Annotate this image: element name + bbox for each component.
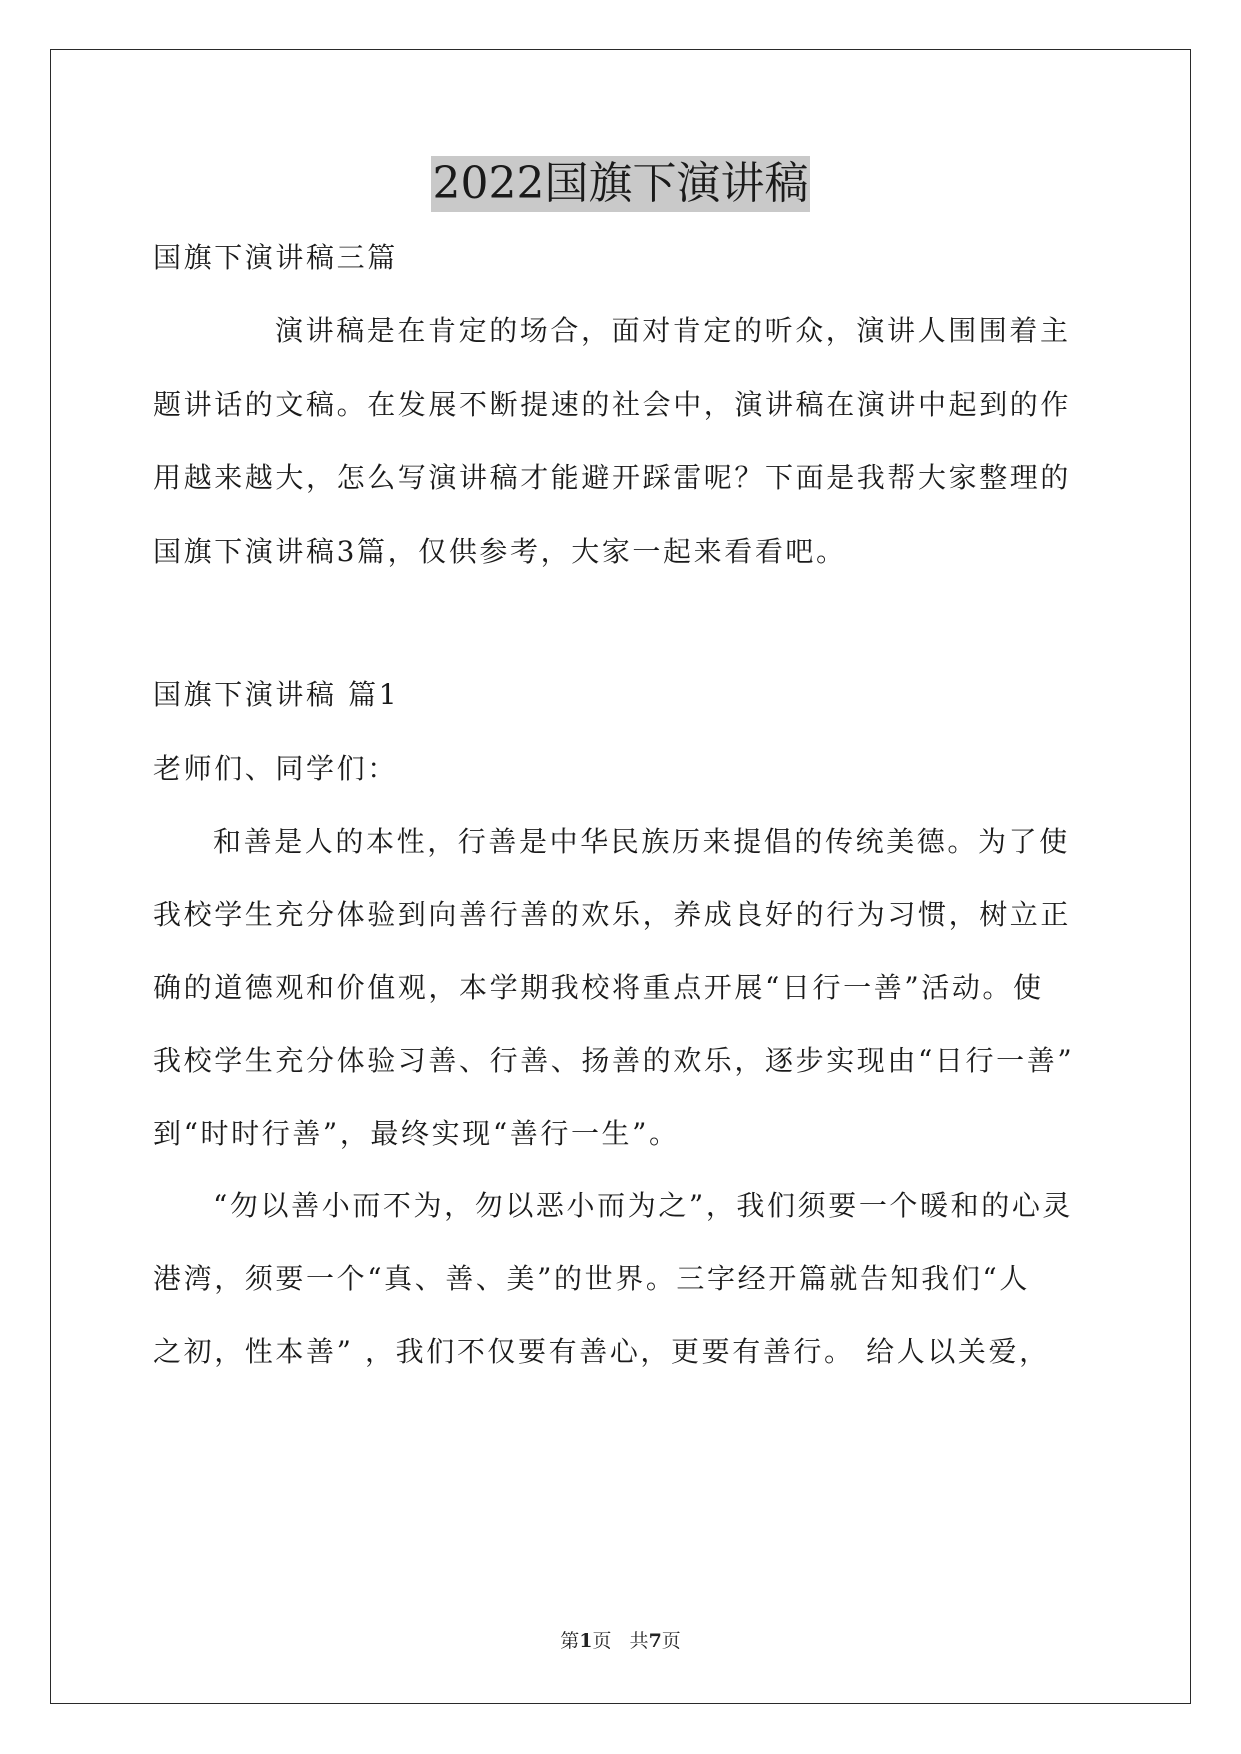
paragraph-line: 到“时时行善”，最终实现“善行一生”。	[153, 1117, 680, 1150]
paragraph-line: 国旗下演讲稿3篇，仅供参考，大家一起来看看吧。	[153, 535, 847, 568]
paragraph-line: 我校学生充分体验习善、行善、扬善的欢乐，逐步实现由“日行一善”	[153, 1044, 1075, 1077]
section-heading: 国旗下演讲稿三篇	[153, 241, 398, 274]
paragraph-line: “勿以善小而不为，勿以恶小而为之”，我们须要一个暖和的心灵	[213, 1189, 1074, 1222]
document-title: 2022国旗下演讲稿	[431, 156, 811, 212]
section-heading: 国旗下演讲稿 篇1	[153, 678, 400, 711]
footer-total-pages: 7	[648, 1630, 662, 1652]
footer-suffix: 页	[661, 1630, 681, 1652]
paragraph-line: 之初，性本善” ，我们不仅要有善心，更要有善行。 给人以关爱，	[153, 1335, 1050, 1368]
paragraph-line: 和善是人的本性，行善是中华民族历来提倡的传统美德。为了使	[213, 825, 1070, 858]
paragraph-line: 我校学生充分体验到向善行善的欢乐，养成良好的行为习惯，树立正	[153, 898, 1072, 931]
footer-prefix: 第	[560, 1630, 580, 1652]
paragraph-line: 确的道德观和价值观，本学期我校将重点开展“日行一善”活动。使	[153, 971, 1044, 1004]
salutation: 老师们、同学们：	[153, 752, 398, 785]
title-container	[0, 156, 1241, 212]
page-footer	[0, 1629, 1241, 1653]
paragraph-line: 港湾，须要一个“真、善、美”的世界。三字经开篇就告知我们“人	[153, 1262, 1030, 1295]
paragraph-line: 题讲话的文稿。在发展不断提速的社会中，演讲稿在演讲中起到的作	[153, 388, 1072, 421]
page-border	[50, 49, 1191, 1704]
paragraph-line: 用越来越大，怎么写演讲稿才能避开踩雷呢？下面是我帮大家整理的	[153, 461, 1072, 494]
footer-page-number: 1	[579, 1630, 593, 1652]
paragraph-line: 演讲稿是在肯定的场合，面对肯定的听众，演讲人围围着主	[275, 314, 1071, 347]
footer-mid: 页 共	[592, 1630, 649, 1652]
